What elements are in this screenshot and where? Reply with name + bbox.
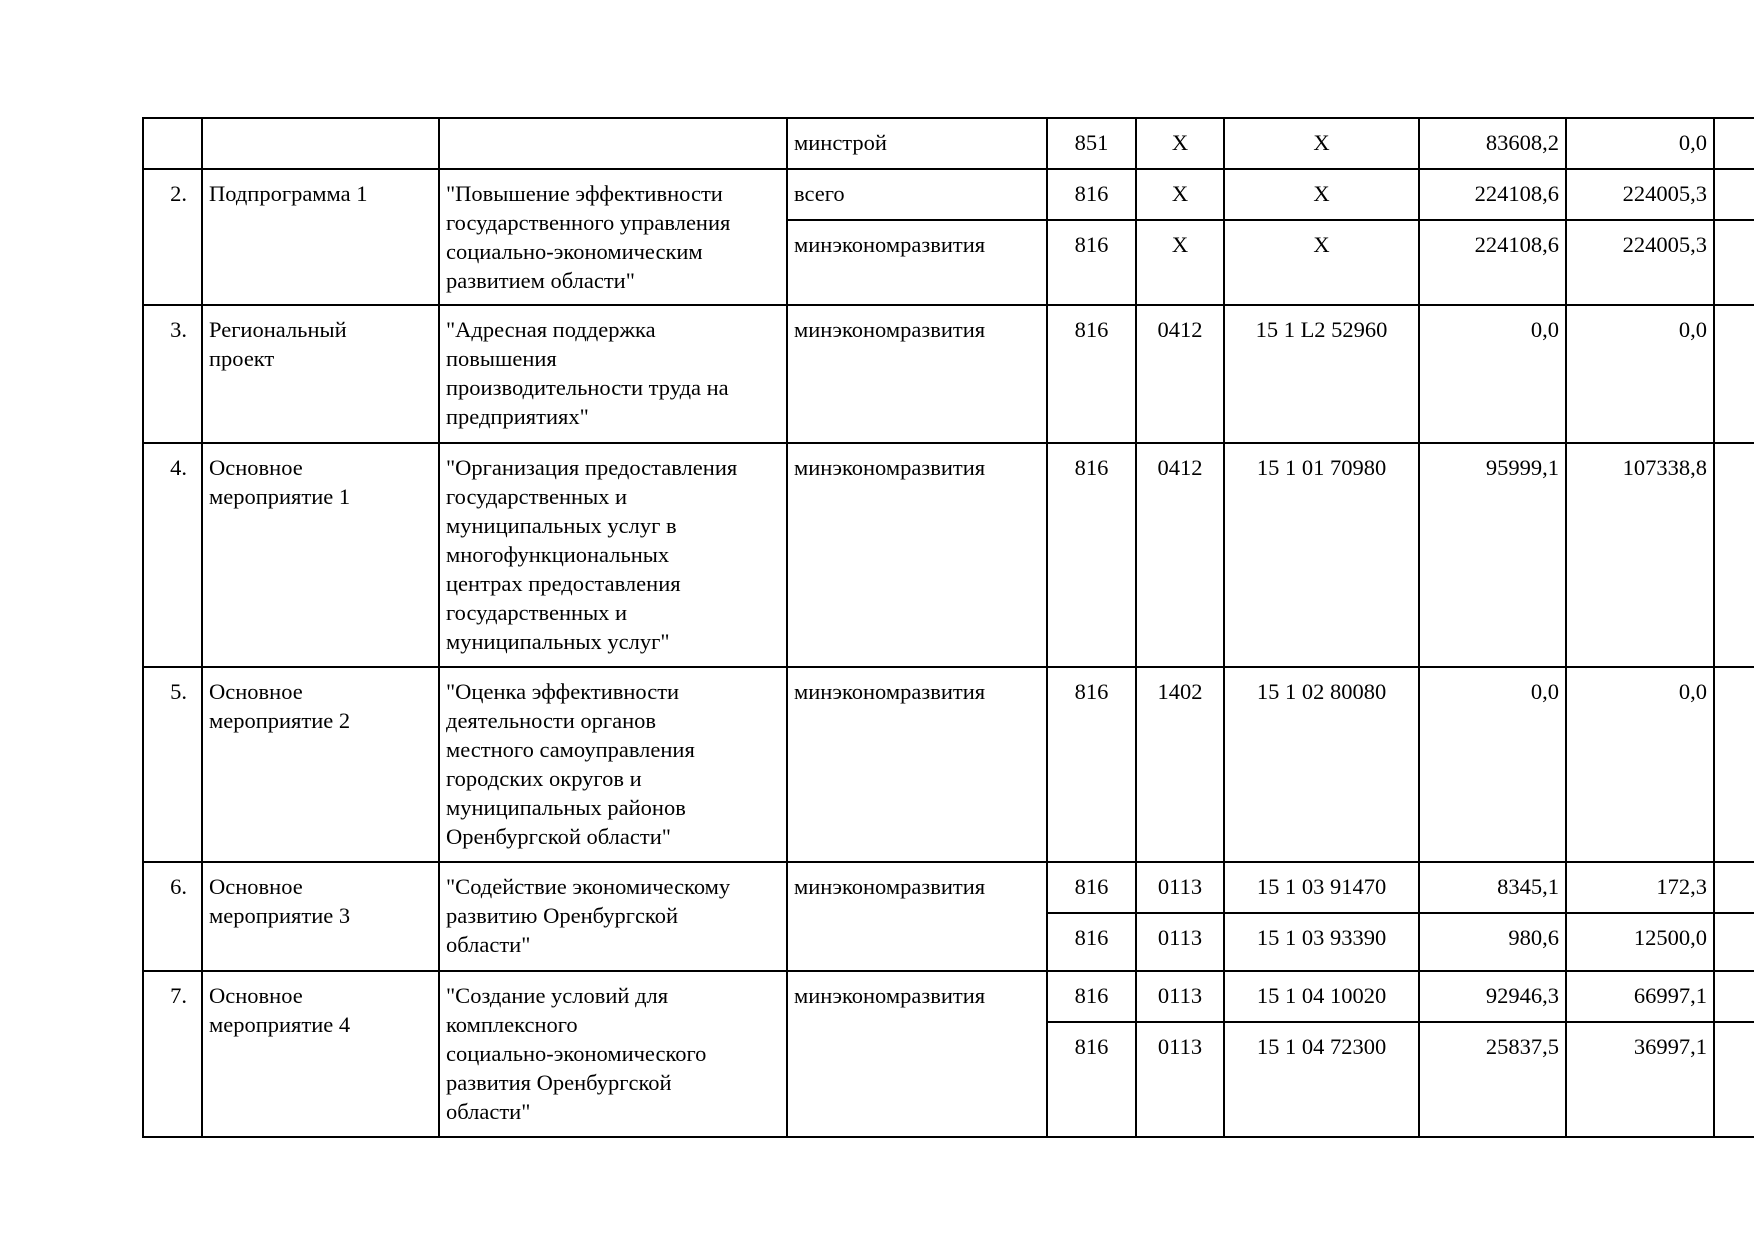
table-row-border — [142, 117, 1754, 119]
cell-amount-2: 172,3 — [1656, 874, 1707, 899]
cell-article-code: 15 1 04 10020 — [1256, 983, 1387, 1008]
table-row-border — [142, 970, 1754, 972]
row-agency: минэкономразвития — [794, 983, 986, 1008]
cell-article-code: X — [1313, 181, 1330, 206]
row-kind: Региональный проект — [209, 317, 347, 371]
table-row-border — [142, 666, 1754, 668]
row-kind: Основное мероприятие 2 — [209, 679, 351, 733]
row-kind: Основное мероприятие 4 — [209, 983, 351, 1037]
row-agency: минэкономразвития — [794, 455, 986, 480]
row-number: 4. — [170, 455, 187, 480]
table-subrow-border — [786, 219, 1754, 221]
cell-section-code: 0412 — [1157, 455, 1203, 480]
cell-amount-2: 0,0 — [1678, 130, 1707, 155]
row-title: "Создание условий для комплексного социально-экономического развития Оренбургской области" — [446, 983, 707, 1124]
cell-section-code: 0412 — [1157, 317, 1203, 342]
cell-admin-code: 851 — [1074, 130, 1109, 155]
row-agency: минэкономразвития — [794, 317, 986, 342]
cell-amount-2: 12500,0 — [1633, 925, 1707, 950]
cell-amount-2: 224005,3 — [1622, 232, 1707, 257]
table-row-border — [142, 304, 1754, 306]
cell-admin-code: 816 — [1074, 1034, 1109, 1059]
cell-admin-code: 816 — [1074, 232, 1109, 257]
cell-admin-code: 816 — [1074, 925, 1109, 950]
row-agency: минстрой — [794, 130, 887, 155]
table-subrow-border — [1046, 1021, 1754, 1023]
row-number: 7. — [170, 983, 187, 1008]
cell-section-code: 0113 — [1157, 925, 1203, 950]
cell-admin-code: 816 — [1074, 983, 1109, 1008]
cell-admin-code: 816 — [1074, 874, 1109, 899]
table-row-border — [142, 442, 1754, 444]
table-row-border — [142, 861, 1754, 863]
cell-amount-1: 224108,6 — [1474, 232, 1559, 257]
cell-article-code: 15 1 02 80080 — [1256, 679, 1387, 704]
cell-section-code: 0113 — [1157, 1034, 1203, 1059]
cell-section-code: 0113 — [1157, 874, 1203, 899]
row-number: 2. — [170, 181, 187, 206]
cell-amount-1: 980,6 — [1508, 925, 1559, 950]
cell-article-code: X — [1313, 232, 1330, 257]
row-title: "Организация предоставления государственных и муниципальных услуг в многофункциональных центрах предоставления государственных и муниципальных услуг" — [446, 455, 738, 654]
row-title: "Адресная поддержка повышения производительности труда на предприятиях" — [446, 317, 729, 429]
cell-amount-2: 0,0 — [1678, 679, 1707, 704]
cell-article-code: 15 1 01 70980 — [1256, 455, 1387, 480]
cell-section-code: 0113 — [1157, 983, 1203, 1008]
cell-section-code: X — [1171, 181, 1189, 206]
table-subrow-border — [1046, 912, 1754, 914]
cell-amount-1: 25837,5 — [1485, 1034, 1559, 1059]
cell-amount-2: 0,0 — [1678, 317, 1707, 342]
row-agency: всего — [794, 181, 845, 206]
cell-admin-code: 816 — [1074, 317, 1109, 342]
cell-amount-2: 224005,3 — [1622, 181, 1707, 206]
cell-amount-1: 8345,1 — [1497, 874, 1559, 899]
cell-admin-code: 816 — [1074, 679, 1109, 704]
table-column-border — [201, 117, 203, 1138]
cell-amount-2: 36997,1 — [1633, 1034, 1707, 1059]
cell-amount-1: 0,0 — [1530, 317, 1559, 342]
cell-amount-1: 83608,2 — [1485, 130, 1559, 155]
cell-amount-2: 66997,1 — [1633, 983, 1707, 1008]
cell-article-code: 15 1 04 72300 — [1256, 1034, 1387, 1059]
cell-section-code: X — [1171, 130, 1189, 155]
row-kind: Основное мероприятие 3 — [209, 874, 351, 928]
table-row-border — [142, 1136, 1754, 1138]
row-kind: Подпрограмма 1 — [209, 181, 368, 206]
row-agency: минэкономразвития — [794, 874, 986, 899]
cell-amount-1: 95999,1 — [1485, 455, 1559, 480]
cell-amount-1: 224108,6 — [1474, 181, 1559, 206]
row-agency: минэкономразвития — [794, 232, 986, 257]
row-kind: Основное мероприятие 1 — [209, 455, 351, 509]
row-number: 6. — [170, 874, 187, 899]
table-column-border — [786, 117, 788, 1138]
row-agency: минэкономразвития — [794, 679, 986, 704]
row-title: "Оценка эффективности деятельности органов местного самоуправления городских округов и муниципальных районов Оренбургской области" — [446, 679, 695, 849]
cell-section-code: 1402 — [1157, 679, 1203, 704]
cell-article-code: 15 1 L2 52960 — [1255, 317, 1388, 342]
table-column-border — [438, 117, 440, 1138]
cell-amount-1: 92946,3 — [1485, 983, 1559, 1008]
cell-admin-code: 816 — [1074, 455, 1109, 480]
row-title: "Повышение эффективности государственного управления социально-экономическим развитием области" — [446, 181, 731, 293]
cell-article-code: 15 1 03 93390 — [1256, 925, 1387, 950]
cell-admin-code: 816 — [1074, 181, 1109, 206]
cell-amount-1: 0,0 — [1530, 679, 1559, 704]
cell-article-code: X — [1313, 130, 1330, 155]
table-column-border — [1713, 117, 1715, 1138]
row-number: 3. — [170, 317, 187, 342]
cell-amount-2: 107338,8 — [1622, 455, 1707, 480]
row-title: "Содействие экономическому развитию Оренбургской области" — [446, 874, 731, 957]
cell-article-code: 15 1 03 91470 — [1256, 874, 1387, 899]
cell-section-code: X — [1171, 232, 1189, 257]
table-row-border — [142, 168, 1754, 170]
row-number: 5. — [170, 679, 187, 704]
